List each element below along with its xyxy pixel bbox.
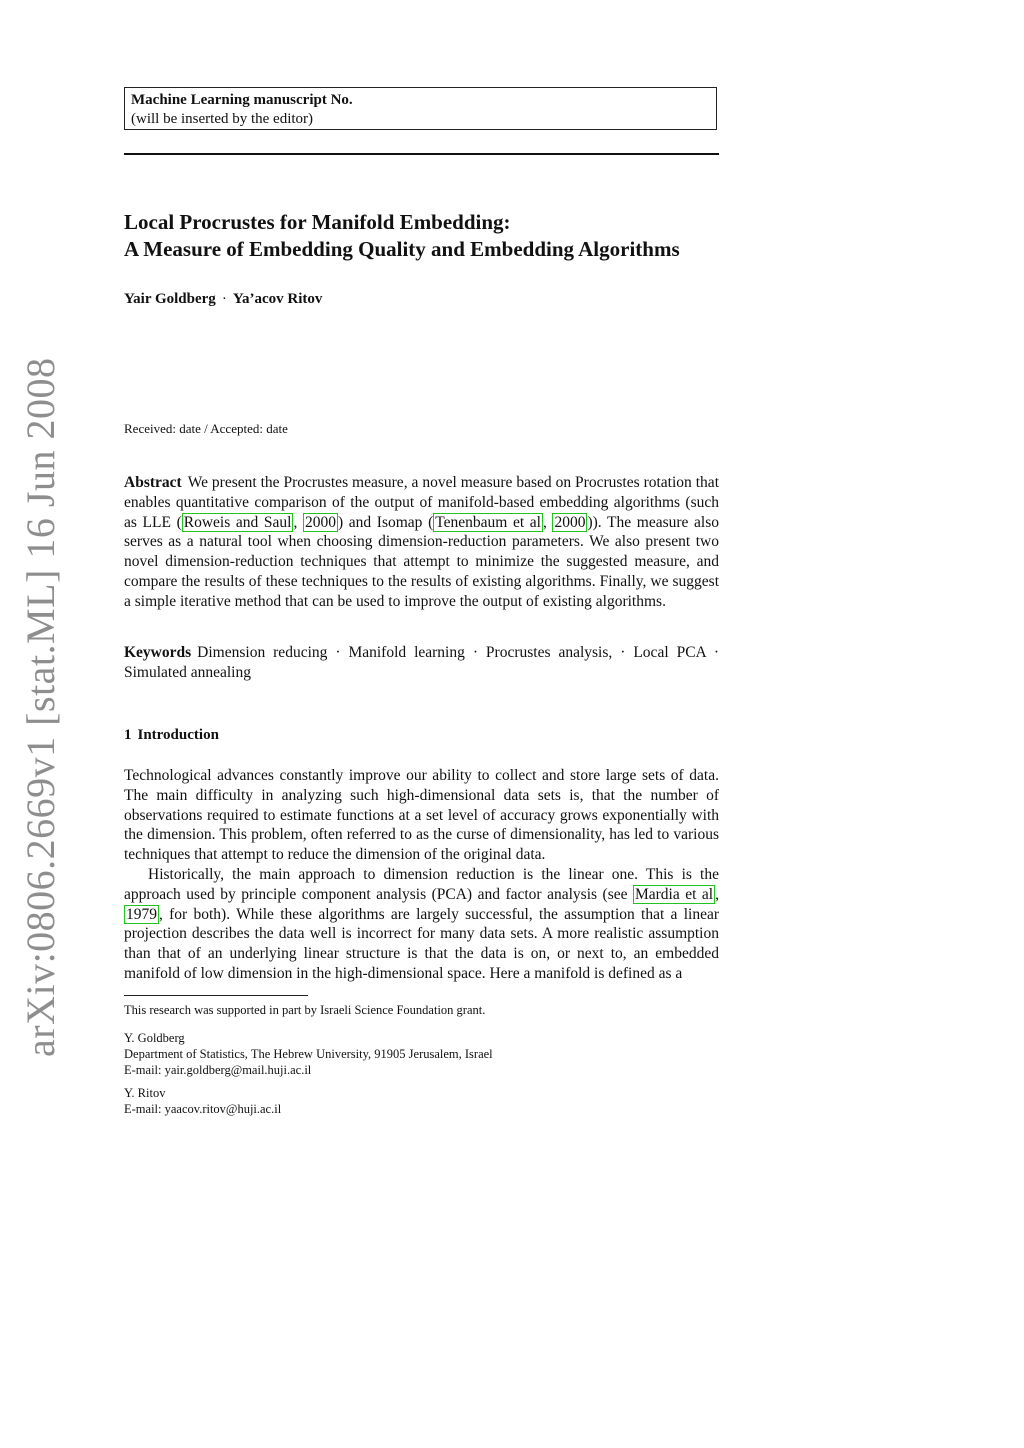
- citation-link[interactable]: 1979: [126, 905, 157, 923]
- intro-paragraph-2: [124, 865, 719, 984]
- citation-link[interactable]: Tenenbaum et al: [435, 513, 541, 531]
- authors: [124, 291, 322, 308]
- author-goldberg: Yair Goldberg: [124, 291, 216, 307]
- citation-link[interactable]: Mardia et al: [634, 885, 714, 903]
- title-line-2: A Measure of Embedding Quality and Embedding Algorithms: [124, 237, 680, 261]
- author-affiliation-2: [124, 1085, 281, 1117]
- abstract-label: Abstract: [124, 474, 182, 491]
- editor-note: (will be inserted by the editor): [131, 111, 314, 127]
- intro-text: , for both). While these algorithms are largely successful, the assumption that a linear projection describes the data well is incorrect for many data sets. A more realistic assumption than that of an underlying linear structure is that the data is on, or next to, an embedded manifold of low dimension in the high-dimensional space. Here a manifold is defined as a: [124, 905, 719, 982]
- keywords: [124, 643, 719, 683]
- affiliation-dept: Department of Statistics, The Hebrew University, 91905 Jerusalem, Israel: [124, 1047, 493, 1061]
- received-line: Received: date / Accepted: date: [124, 421, 288, 436]
- abstract-text: )). The measure also serves as a natural tool when choosing dimension-reduction parameters. We also present two novel dimension-reduction techniques that attempt to minimize the suggested measure, and compare the results of these techniques to the results of existing algorithms. Finally, we suggest a simple iterative method that can be used to improve the output of existing algorithms.: [124, 513, 720, 610]
- section-number: 1: [124, 727, 132, 743]
- citation-link[interactable]: 2000: [304, 513, 336, 531]
- intro-text: ,: [715, 885, 719, 903]
- abstract-text: ) and Isomap (: [337, 513, 434, 531]
- funding-footnote: This research was supported in part by Israeli Science Foundation grant.: [124, 1003, 486, 1017]
- section-heading: [124, 727, 219, 744]
- author-separator: ·: [221, 291, 227, 307]
- citation-link[interactable]: Roweis and Saul: [183, 513, 292, 531]
- affiliation-email[interactable]: E-mail: yair.goldberg@mail.huji.ac.il: [124, 1063, 312, 1077]
- paper-title: [124, 209, 744, 263]
- author-ritov: Ya’acov Ritov: [232, 291, 323, 307]
- keywords-text: Dimension reducing · Manifold learning · Procrustes analysis, · Local PCA · Simulated annealing: [124, 644, 719, 681]
- header-rule: [124, 153, 719, 155]
- affiliation-name: Y. Ritov: [124, 1086, 166, 1100]
- keywords-label: Keywords: [124, 644, 192, 661]
- journal-line: Machine Learning manuscript No.: [131, 92, 353, 108]
- affiliation-email[interactable]: E-mail: yaacov.ritov@huji.ac.il: [124, 1102, 282, 1116]
- arxiv-identifier: arXiv:0806.2669v1 [stat.ML] 16 Jun 2008: [18, 357, 63, 1057]
- author-affiliation-1: [124, 1030, 493, 1078]
- footnote-rule: [124, 995, 308, 996]
- section-title: Introduction: [137, 727, 219, 743]
- editor-box: [124, 87, 717, 130]
- intro-paragraph-1: Technological advances constantly improve our ability to collect and store large sets of data. The main difficulty in analyzing such high-dimensional data sets is, that the number of observations required to estimate functions at a set level of accuracy grows exponentially with the dimension. This problem, often referred to as the curse of dimensionality, has led to various techniques that attempt to reduce the dimension of the original data.: [124, 767, 719, 863]
- citation-link[interactable]: 2000: [554, 513, 586, 531]
- abstract-text: We present the Procrustes measure, a novel measure based on Procrustes rotation that enables quantitative comparison of the output of manifold-based embedding algorithms (such as LLE (: [124, 474, 719, 531]
- title-line-1: Local Procrustes for Manifold Embedding:: [124, 210, 511, 234]
- intro-text: Historically, the main approach to dimension reduction is the linear one. This is the approach used by principle component analysis (PCA) and factor analysis (see: [124, 866, 719, 903]
- abstract-text: ,: [542, 513, 553, 531]
- affiliation-name: Y. Goldberg: [124, 1031, 185, 1045]
- abstract: [124, 473, 719, 611]
- abstract-text: ,: [293, 513, 303, 531]
